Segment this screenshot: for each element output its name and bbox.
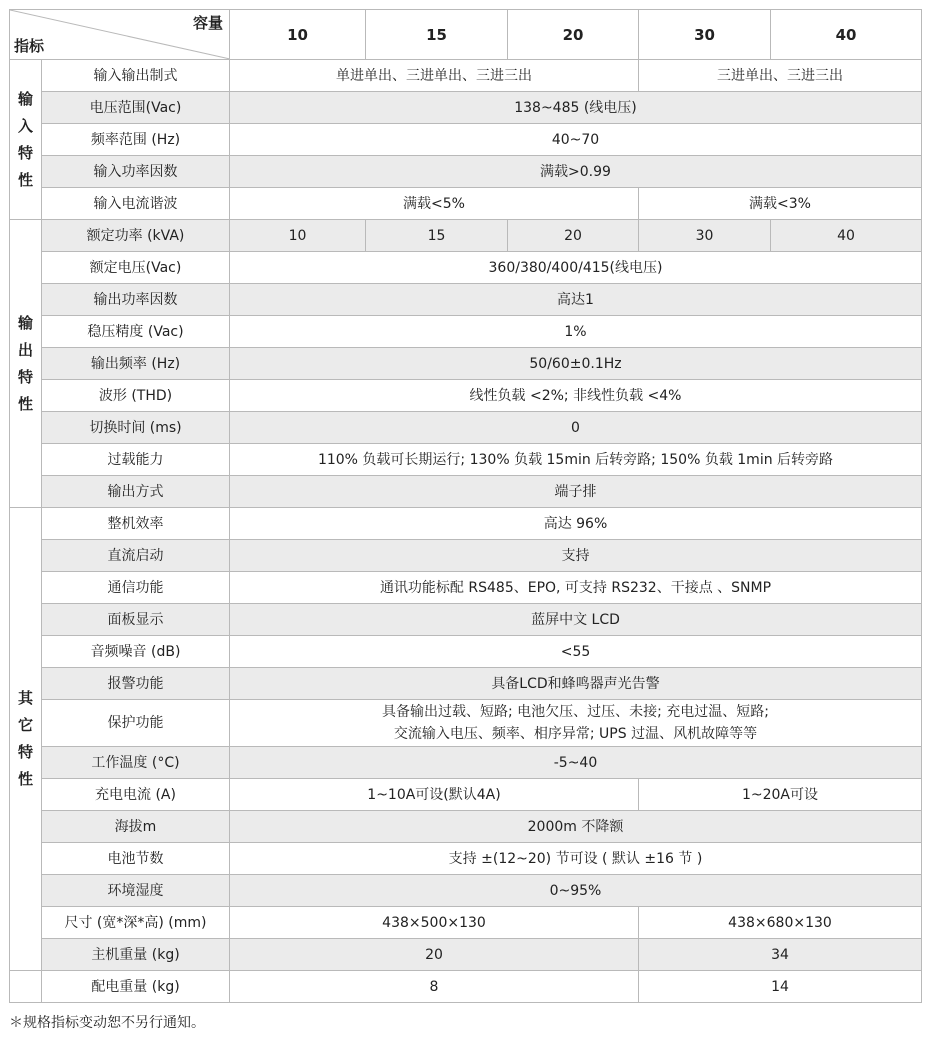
row-label: 输出方式 (42, 476, 230, 508)
row-value: <55 (230, 636, 922, 668)
table-row (10, 668, 922, 700)
row-value: 单进单出、三进单出、三进三出 (230, 60, 639, 92)
group-output-label: 输 出 特 性 (10, 220, 42, 508)
row-label: 输出功率因数 (42, 284, 230, 316)
row-value: 0~95% (230, 875, 922, 907)
row-label: 配电重量 (kg) (42, 971, 230, 1003)
row-label: 切换时间 (ms) (42, 412, 230, 444)
row-value: 438×500×130 (230, 907, 639, 939)
row-value: 40 (771, 220, 922, 252)
header-corner-cell (10, 10, 230, 60)
table-row (10, 907, 922, 939)
table-row (10, 60, 922, 92)
row-label: 额定电压(Vac) (42, 252, 230, 284)
row-value: 蓝屏中文 LCD (230, 604, 922, 636)
table-row (10, 92, 922, 124)
table-row (10, 747, 922, 779)
row-label: 音频噪音 (dB) (42, 636, 230, 668)
row-label: 整机效率 (42, 508, 230, 540)
footnote: ＊规格指标变动恕不另行通知。 (9, 1015, 205, 1031)
capacity-label: 容量 (192, 14, 223, 32)
table-row (10, 412, 922, 444)
row-value: 满载>0.99 (230, 156, 922, 188)
row-value: 三进单出、三进三出 (639, 60, 922, 92)
group-input-label: 输 入 特 性 (10, 60, 42, 220)
table-row (10, 811, 922, 843)
row-label: 输入功率因数 (42, 156, 230, 188)
row-value: 具备LCD和蜂鸣器声光告警 (230, 668, 922, 700)
row-value: 支持 (230, 540, 922, 572)
table-row (10, 971, 922, 1003)
row-value: 15 (366, 220, 508, 252)
row-label: 频率范围 (Hz) (42, 124, 230, 156)
table-row (10, 316, 922, 348)
row-value: 支持 ±(12~20) 节可设 ( 默认 ±16 节 ) (230, 843, 922, 875)
row-label: 主机重量 (kg) (42, 939, 230, 971)
row-value: 14 (639, 971, 922, 1003)
spec-table (9, 9, 922, 1003)
row-value: 满载<3% (639, 188, 922, 220)
row-value: 438×680×130 (639, 907, 922, 939)
row-label: 报警功能 (42, 668, 230, 700)
table-row (10, 540, 922, 572)
table-row (10, 939, 922, 971)
row-label: 环境湿度 (42, 875, 230, 907)
group-other-label: 其 它 特 性 (10, 508, 42, 971)
capacity-10: 10 (230, 10, 366, 60)
table-row (10, 636, 922, 668)
capacity-40: 40 (771, 10, 922, 60)
row-label: 波形 (THD) (42, 380, 230, 412)
indicator-label: 指标 (14, 37, 45, 55)
row-value: 110% 负载可长期运行; 130% 负载 15min 后转旁路; 150% 负载 1min 后转旁路 (230, 444, 922, 476)
row-value: 8 (230, 971, 639, 1003)
row-label: 尺寸 (宽*深*高) (mm) (42, 907, 230, 939)
row-label: 稳压精度 (Vac) (42, 316, 230, 348)
table-row (10, 779, 922, 811)
row-label: 直流启动 (42, 540, 230, 572)
table-row (10, 124, 922, 156)
row-value: 通讯功能标配 RS485、EPO, 可支持 RS232、干接点 、SNMP (230, 572, 922, 604)
capacity-30: 30 (639, 10, 771, 60)
capacity-20: 20 (508, 10, 639, 60)
row-label: 过载能力 (42, 444, 230, 476)
row-value: 1~20A可设 (639, 779, 922, 811)
row-label: 输出频率 (Hz) (42, 348, 230, 380)
row-value: 20 (230, 939, 639, 971)
group-empty-cell (10, 971, 42, 1003)
table-row (10, 284, 922, 316)
row-value: 2000m 不降额 (230, 811, 922, 843)
row-label: 充电电流 (A) (42, 779, 230, 811)
table-row (10, 604, 922, 636)
row-value: 50/60±0.1Hz (230, 348, 922, 380)
table-row (10, 508, 922, 540)
header-row (10, 10, 922, 60)
capacity-15: 15 (366, 10, 508, 60)
row-label: 海拔m (42, 811, 230, 843)
row-value: 360/380/400/415(线电压) (230, 252, 922, 284)
row-value: 138~485 (线电压) (230, 92, 922, 124)
row-value: 1% (230, 316, 922, 348)
table-row (10, 220, 922, 252)
row-value: 30 (639, 220, 771, 252)
row-value: 高达1 (230, 284, 922, 316)
row-value: 高达 96% (230, 508, 922, 540)
row-value: 0 (230, 412, 922, 444)
row-label: 输入电流谐波 (42, 188, 230, 220)
row-label: 保护功能 (42, 700, 230, 747)
table-row (10, 156, 922, 188)
row-value: 40~70 (230, 124, 922, 156)
row-value: 满载<5% (230, 188, 639, 220)
row-value: 1~10A可设(默认4A) (230, 779, 639, 811)
row-value: 10 (230, 220, 366, 252)
row-label: 工作温度 (°C) (42, 747, 230, 779)
row-label: 面板显示 (42, 604, 230, 636)
table-row (10, 188, 922, 220)
row-value: -5~40 (230, 747, 922, 779)
row-label: 电池节数 (42, 843, 230, 875)
table-row (10, 843, 922, 875)
protection-line-2: 交流输入电压、频率、相序异常; UPS 过温、风机故障等等 (393, 726, 758, 742)
row-label: 电压范围(Vac) (42, 92, 230, 124)
row-value: 端子排 (230, 476, 922, 508)
row-label: 通信功能 (42, 572, 230, 604)
table-row (10, 444, 922, 476)
row-value: 线性负载 <2%; 非线性负载 <4% (230, 380, 922, 412)
row-label: 输入输出制式 (42, 60, 230, 92)
table-row (10, 380, 922, 412)
protection-line-1: 具备输出过载、短路; 电池欠压、过压、未接; 充电过温、短路; (381, 704, 770, 720)
table-row (10, 572, 922, 604)
table-row (10, 875, 922, 907)
row-value: 20 (508, 220, 639, 252)
table-row (10, 252, 922, 284)
row-label: 额定功率 (kVA) (42, 220, 230, 252)
row-value: 34 (639, 939, 922, 971)
table-row (10, 348, 922, 380)
table-row (10, 700, 922, 747)
table-row (10, 476, 922, 508)
row-value (230, 700, 922, 747)
